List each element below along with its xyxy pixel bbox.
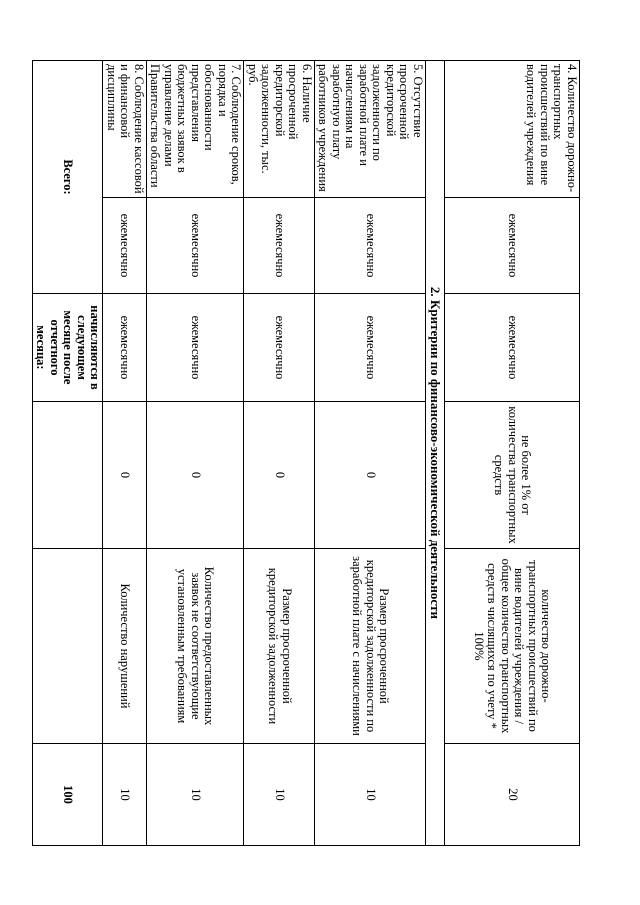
accrual-cell: ежемесячно	[244, 294, 315, 402]
target-cell: 0	[103, 402, 147, 549]
formula-cell: Размер просроченной кредиторской задолженности	[244, 549, 315, 744]
total-empty-cell	[33, 402, 104, 549]
rotated-page	[34, 60, 580, 845]
accrual-cell: ежемесячно	[315, 294, 426, 402]
total-label: Всего:	[33, 61, 104, 294]
criterion-cell: 6. Наличие просроченной кредиторской задолженности, тыс. руб.	[244, 61, 315, 198]
formula-cell: количество дорожно-транспортных происшествий по вине водителей учреждения / общее количество транспортных средств числящихся по учету * 100%	[445, 549, 580, 744]
target-cell: 0	[147, 402, 245, 549]
points-cell: 10	[147, 744, 245, 846]
total-points: 100	[33, 744, 104, 846]
accrual-cell: ежемесячно	[147, 294, 245, 402]
target-cell: 0	[244, 402, 315, 549]
total-row	[33, 61, 104, 846]
total-accrual-note: начисляются в следующем месяце после отчетного месяца:	[33, 294, 104, 402]
table-row	[445, 61, 580, 846]
total-empty-cell	[33, 549, 104, 744]
points-cell: 10	[244, 744, 315, 846]
period-cell: ежемесячно	[103, 198, 147, 294]
accrual-cell: ежемесячно	[445, 294, 580, 402]
table-row	[315, 61, 426, 846]
criteria-table-body	[33, 61, 580, 846]
criterion-cell: 5. Отсутствие просроченной кредиторской задолженности по заработной плате и начислениям на заработную плату работников учреждения	[315, 61, 426, 198]
criterion-cell: 7. Соблюдение сроков, порядка и обоснованности представления бюджетных заявок в управление делами Правительства области	[147, 61, 245, 198]
period-cell: ежемесячно	[244, 198, 315, 294]
points-cell: 10	[103, 744, 147, 846]
points-cell: 20	[445, 744, 580, 846]
section-title: 2. Критерии по финансово-экономической деятельности	[426, 61, 445, 846]
target-cell: 0	[315, 402, 426, 549]
table-row	[147, 61, 245, 846]
accrual-cell: ежемесячно	[103, 294, 147, 402]
formula-cell: Количество нарушений	[103, 549, 147, 744]
period-cell: ежемесячно	[315, 198, 426, 294]
points-cell: 10	[315, 744, 426, 846]
period-cell: ежемесячно	[147, 198, 245, 294]
section-header-row	[426, 61, 445, 846]
criterion-cell: 4. Количество дорожно-транспортных происшествий по вине водителей учреждения	[445, 61, 580, 198]
criteria-table	[32, 60, 580, 846]
target-cell: не более 1% от количества транспортных средств	[445, 402, 580, 549]
formula-cell: Количество предоставленных заявок не соответствующие установленным требованиям	[147, 549, 245, 744]
formula-cell: Размер просроченной кредиторской задолженности по заработной плате с начислениями	[315, 549, 426, 744]
table-row	[103, 61, 147, 846]
criterion-cell: 8. Соблюдение кассовой и финансовой дисциплины	[103, 61, 147, 198]
period-cell: ежемесячно	[445, 198, 580, 294]
table-row	[244, 61, 315, 846]
